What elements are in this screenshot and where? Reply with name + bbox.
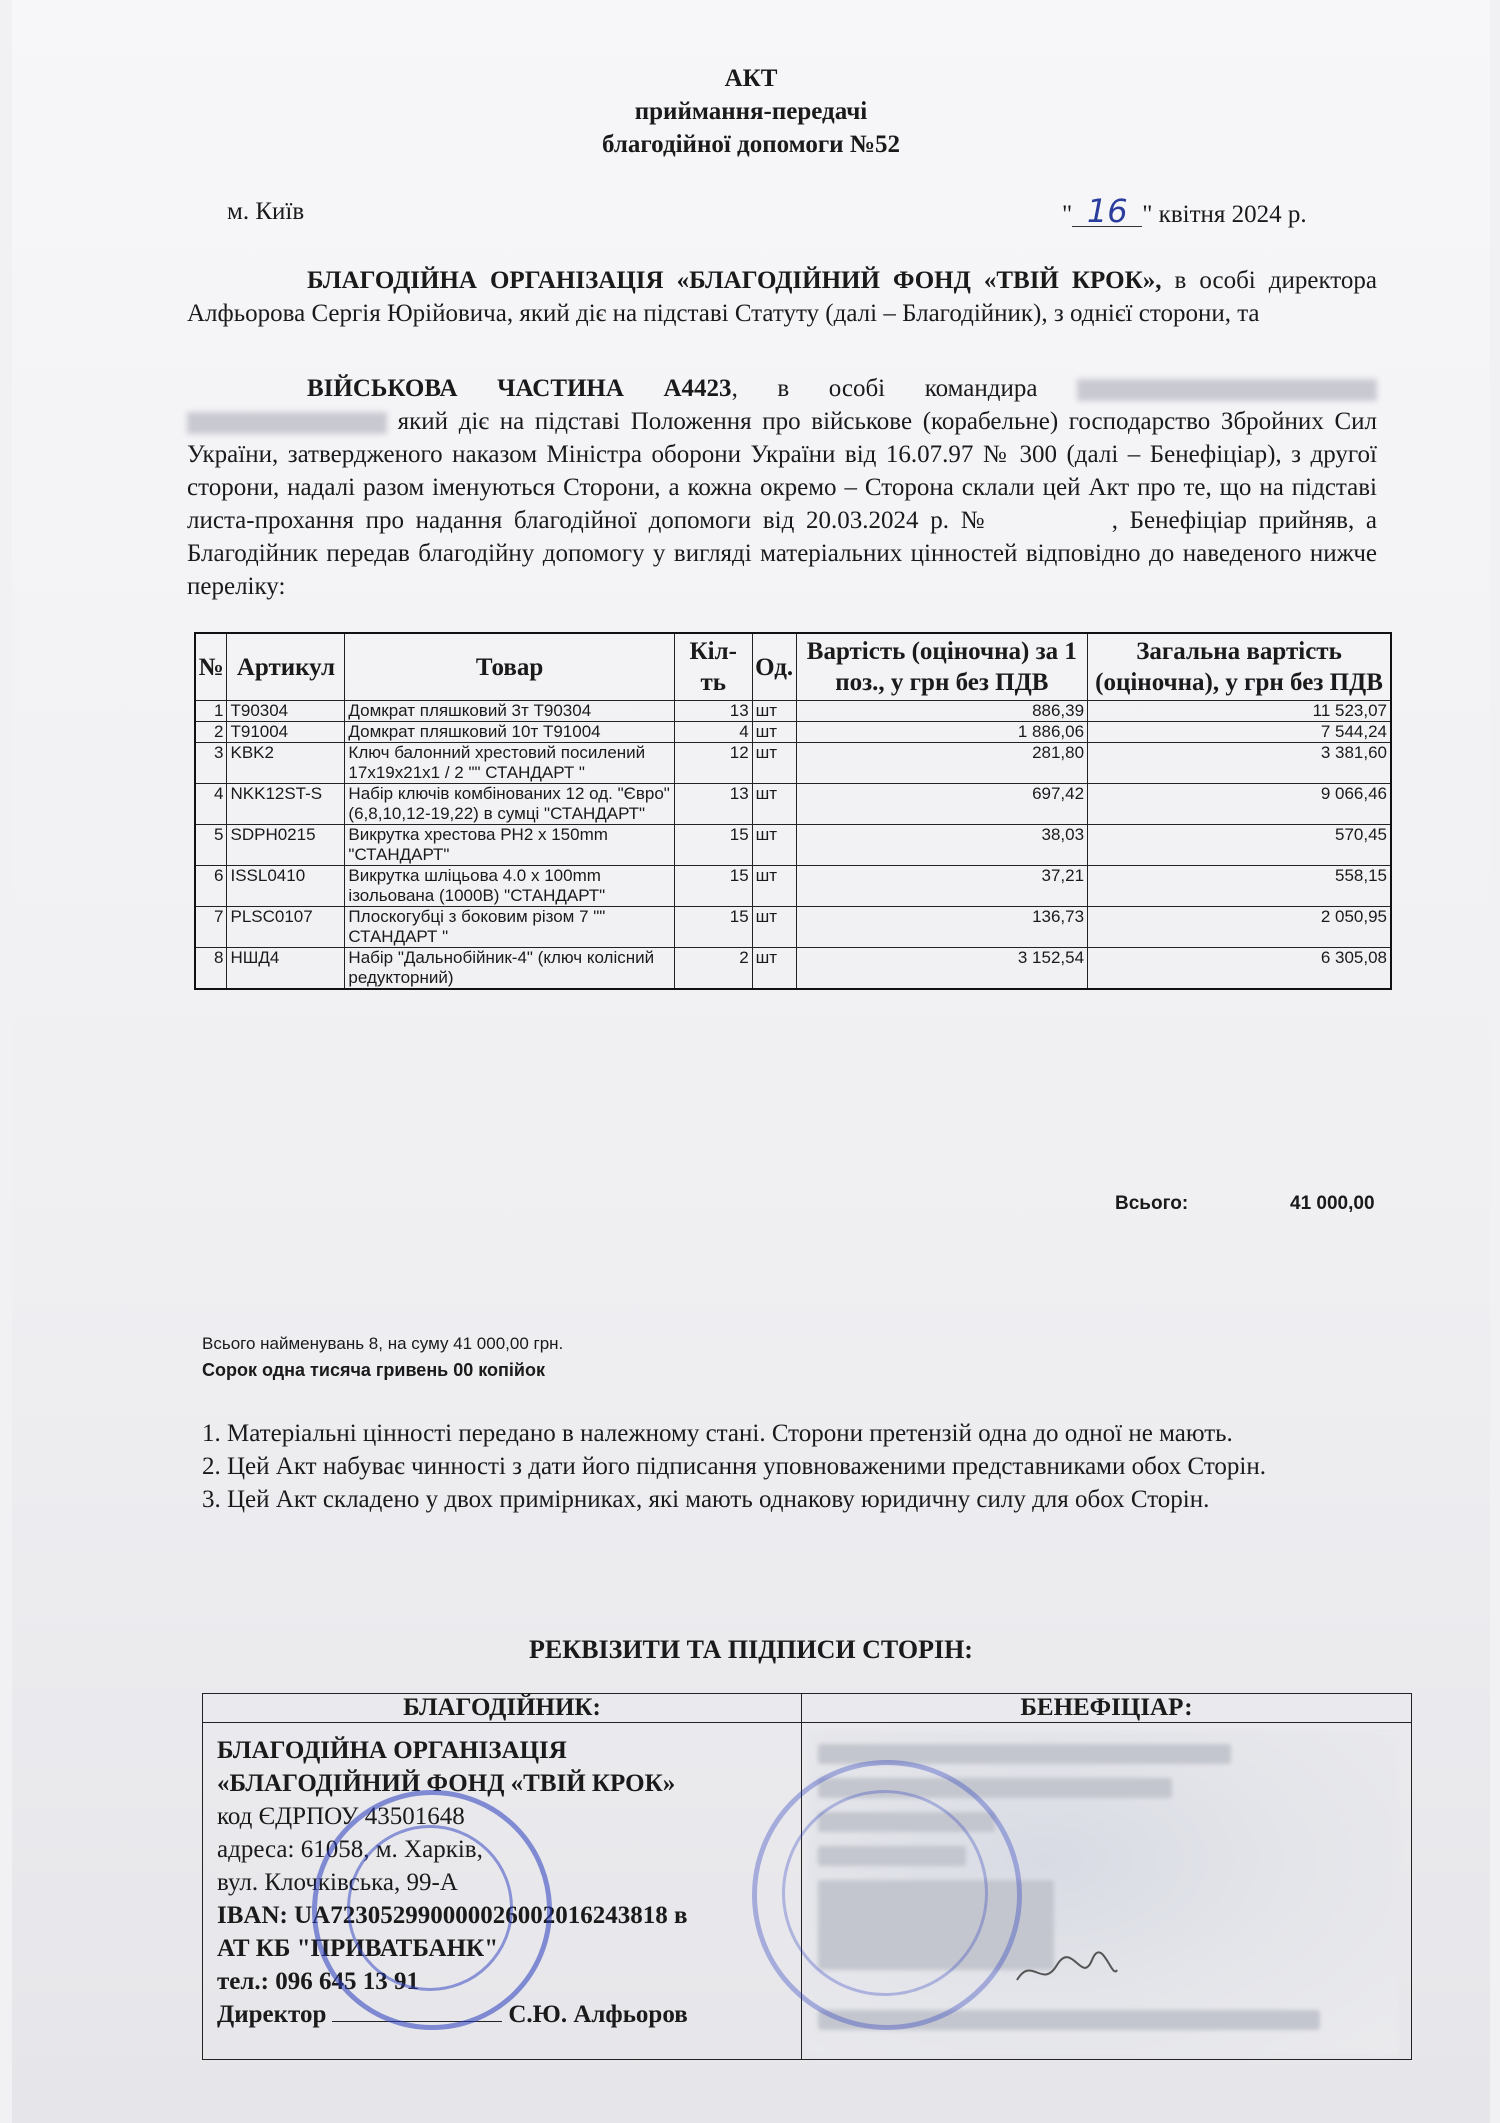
city: м. Київ [227, 198, 305, 225]
cell-total: 11 523,07 [1088, 701, 1391, 722]
redacted-commander-2 [187, 412, 387, 434]
unit-name: ВІЙСЬКОВА ЧАСТИНА А4423 [307, 375, 732, 402]
beneficiary-requisites-redacted [808, 1730, 1398, 2055]
unit-end: , Бенефіціар прийняв, а Благодійник передав благодійну допомогу у вигляді матеріальних цінностей відповідно до наведеного нижче переліку: [187, 507, 1378, 600]
cell-product: Викрутка хрестова PH2 x 150mm "СТАНДАРТ" [345, 825, 674, 866]
col-price: Вартість (оціночна) за 1 поз., у грн без ПДВ [796, 633, 1087, 701]
cell-article: NKK12ST-S [227, 784, 345, 825]
cell-product: Плоскогубці з боковим різом 7 "" СТАНДАРТ " [345, 907, 674, 948]
term-item: 2. Цей Акт набуває чинності з дати його підписання уповноваженими представниками обох Сторін. [202, 1453, 1266, 1480]
donor-name-line2: «БЛАГОДІЙНИЙ ФОНД «ТВІЙ КРОК» [217, 1770, 676, 1797]
cell-unit: шт [752, 825, 796, 866]
cell-unit: шт [752, 866, 796, 907]
cell-product: Домкрат пляшковий 10т T91004 [345, 722, 674, 743]
date-day-handwritten: 16 [1072, 196, 1142, 227]
cell-number: 5 [195, 825, 227, 866]
col-quantity: Кіл-ть [674, 633, 752, 701]
col-article: Артикул [227, 633, 345, 701]
cell-number: 8 [195, 948, 227, 990]
cell-product: Домкрат пляшковий 3т T90304 [345, 701, 674, 722]
cell-unit: шт [752, 907, 796, 948]
cell-total: 3 381,60 [1088, 743, 1391, 784]
cell-article: SDPH0215 [227, 825, 345, 866]
cell-quantity: 13 [674, 701, 752, 722]
cell-number: 1 [195, 701, 227, 722]
cell-number: 3 [195, 743, 227, 784]
cell-article: KBK2 [227, 743, 345, 784]
cell-quantity: 13 [674, 784, 752, 825]
cell-total: 7 544,24 [1088, 722, 1391, 743]
cell-quantity: 4 [674, 722, 752, 743]
doc-title: АКТ [724, 65, 778, 92]
cell-price: 1 886,06 [796, 722, 1087, 743]
donor-bank: АТ КБ "ПРИВАТБАНК" [217, 1935, 499, 1962]
cell-number: 6 [195, 866, 227, 907]
date-rest: " квітня 2024 р. [1142, 201, 1307, 228]
cell-total: 2 050,95 [1088, 907, 1391, 948]
cell-article: T90304 [227, 701, 345, 722]
table-row [195, 701, 1391, 722]
cell-quantity: 2 [674, 948, 752, 990]
sum-in-words: Сорок одна тисяча гривень 00 копійок [202, 1360, 545, 1380]
col-product: Товар [345, 633, 674, 701]
donor-director-label: Директор [217, 2001, 327, 2028]
date-quote: " [1062, 201, 1073, 228]
total-label: Всього: [1115, 1193, 1189, 1214]
doc-subtitle-number: благодійної допомоги №52 [602, 131, 900, 158]
cell-unit: шт [752, 701, 796, 722]
table-row [195, 743, 1391, 784]
term-item: 3. Цей Акт складено у двох примірниках, які мають однакову юридичну силу для обох Сторін. [202, 1486, 1210, 1513]
donor-header: БЛАГОДІЙНИК: [203, 1694, 802, 1723]
requisites-title: РЕКВІЗИТИ ТА ПІДПИСИ СТОРІН: [529, 1635, 973, 1664]
cell-total: 570,45 [1088, 825, 1391, 866]
donor-org-name: БЛАГОДІЙНА ОРГАНІЗАЦІЯ «БЛАГОДІЙНИЙ ФОНД «ТВІЙ КРОК», [307, 267, 1162, 294]
cell-product: Набір ключів комбінованих 12 од. "Євро" (6,8,10,12-19,22) в сумці "СТАНДАРТ" [345, 784, 674, 825]
cell-product: Набір "Дальнобійник-4" (ключ колісний редукторний) [345, 948, 674, 990]
redacted-commander [1077, 379, 1377, 401]
col-unit: Од. [752, 633, 796, 701]
cell-unit: шт [752, 948, 796, 990]
cell-article: PLSC0107 [227, 907, 345, 948]
cell-price: 281,80 [796, 743, 1087, 784]
col-total: Загальна вартість (оціночна), у грн без ПДВ [1088, 633, 1391, 701]
donor-signature-line [217, 1998, 797, 2031]
table-row [195, 907, 1391, 948]
cell-unit: шт [752, 743, 796, 784]
donor-requisites [217, 1734, 797, 2031]
unit-mid: , в особі командира [731, 375, 1038, 402]
table-row [195, 866, 1391, 907]
cell-price: 136,73 [796, 907, 1087, 948]
goods-table [194, 632, 1392, 990]
donor-signatory: С.Ю. Алфьоров [508, 2001, 688, 2028]
cell-quantity: 15 [674, 825, 752, 866]
term-item: 1. Матеріальні цінності передано в належному стані. Сторони претензій одна до одної не мають. [202, 1420, 1233, 1447]
items-count-summary: Всього найменувань 8, на суму 41 000,00 грн. [202, 1334, 564, 1353]
cell-product: Викрутка шліцьова 4.0 x 100mm ізольована (1000В) "СТАНДАРТ" [345, 866, 674, 907]
signature-scribble-icon [1012, 1950, 1122, 1990]
cell-price: 38,03 [796, 825, 1087, 866]
signatures-table [202, 1693, 1412, 2060]
cell-product: Ключ балонний хрестовий посилений 17x19x21x1 / 2 "" СТАНДАРТ " [345, 743, 674, 784]
intro-donor [187, 264, 1377, 330]
cell-price: 37,21 [796, 866, 1087, 907]
cell-quantity: 15 [674, 866, 752, 907]
cell-article: ISSL0410 [227, 866, 345, 907]
table-header-row [195, 633, 1391, 701]
cell-total: 6 305,08 [1088, 948, 1391, 990]
cell-number: 7 [195, 907, 227, 948]
intro-beneficiary [187, 372, 1377, 603]
unit-rest: який діє на підставі Положення про військове (корабельне) господарство Збройних Сил України, затвердженого наказом Міністра оборони України від 16.07.97 № 300 (далі – Бенефіціар), з другої сторони, надалі разом іменуються Сторони, а кожна окремо – Сторона склали цей Акт про те, що на підставі листа-прохання про надання благодійної допомоги від 20.03.2024 р. № [187, 408, 1377, 534]
donor-address-2: вул. Клочківська, 99-А [217, 1869, 458, 1896]
document-page [12, 0, 1490, 2123]
cell-quantity: 12 [674, 743, 752, 784]
cell-article: НШД4 [227, 948, 345, 990]
cell-price: 3 152,54 [796, 948, 1087, 990]
table-row [195, 825, 1391, 866]
donor-org-rest: в особі директора Алфьорова Сергія Юрійовича, який діє на підставі Статуту (далі – Благодійник), з однієї сторони, та [187, 267, 1377, 327]
table-row [195, 722, 1391, 743]
donor-address-1: адреса: 61058, м. Харків, [217, 1836, 483, 1863]
cell-price: 886,39 [796, 701, 1087, 722]
cell-number: 2 [195, 722, 227, 743]
table-row [195, 784, 1391, 825]
total-value: 41 000,00 [1290, 1193, 1375, 1214]
col-number: № [195, 633, 227, 701]
donor-name-line1: БЛАГОДІЙНА ОРГАНІЗАЦІЯ [217, 1737, 567, 1764]
beneficiary-header: БЕНЕФІЦІАР: [802, 1694, 1411, 1723]
cell-total: 9 066,46 [1088, 784, 1391, 825]
cell-price: 697,42 [796, 784, 1087, 825]
cell-article: T91004 [227, 722, 345, 743]
cell-unit: шт [752, 784, 796, 825]
cell-number: 4 [195, 784, 227, 825]
cell-unit: шт [752, 722, 796, 743]
donor-phone: тел.: 096 645 13 91 [217, 1968, 419, 1995]
doc-subtitle: приймання-передачі [634, 98, 868, 125]
donor-code: код ЄДРПОУ 43501648 [217, 1803, 465, 1830]
date [1062, 192, 1307, 230]
donor-iban: IBAN: UA723052990000026002016243818 в [217, 1902, 688, 1929]
terms-list [202, 1417, 1402, 1516]
cell-total: 558,15 [1088, 866, 1391, 907]
table-row [195, 948, 1391, 990]
cell-quantity: 15 [674, 907, 752, 948]
